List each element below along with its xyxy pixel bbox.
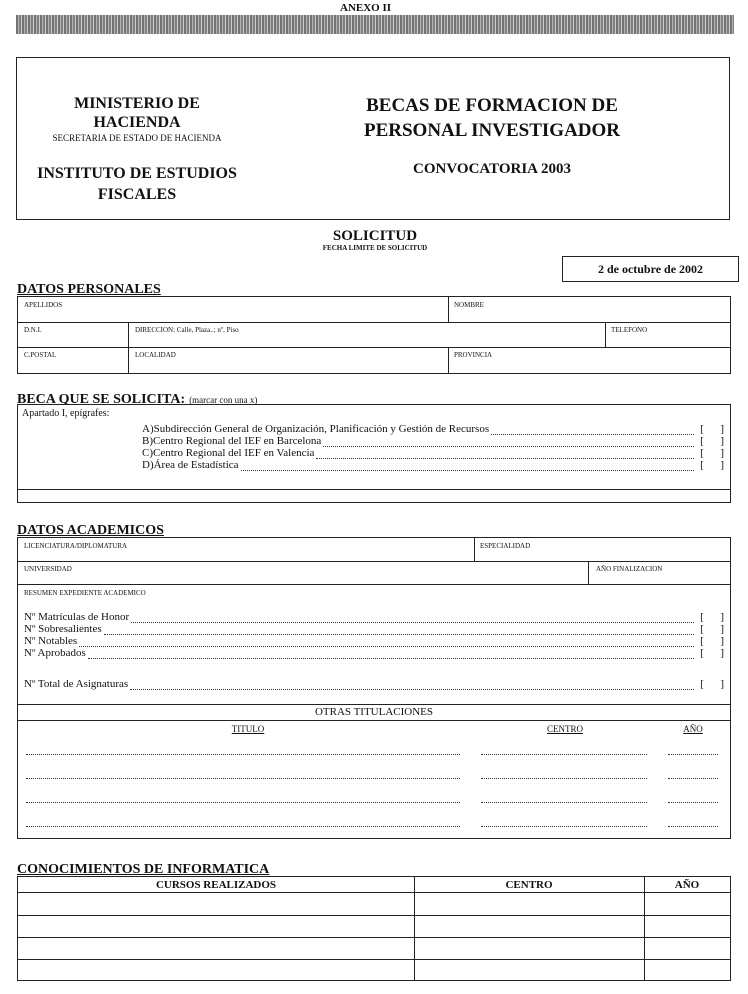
solicitud-title: SOLICITUD (332, 228, 418, 244)
deadline-label: FECHA LIMITE DE SOLICITUD (322, 244, 428, 252)
total-asignaturas-row[interactable] (24, 678, 724, 690)
count-bracket[interactable]: [ ] (700, 623, 724, 635)
anio-line[interactable] (668, 754, 718, 755)
count-bracket[interactable]: [ ] (700, 611, 724, 623)
otras-titulaciones-title: OTRAS TITULACIONES (314, 706, 434, 718)
total-label: Nº Total de Asignaturas (24, 678, 129, 690)
ministry-name (17, 94, 257, 132)
anio-line[interactable] (668, 826, 718, 827)
informatica-row[interactable] (18, 960, 730, 980)
academic-data-title: DATOS ACADEMICOS (17, 523, 164, 538)
total-row-wrap (24, 678, 724, 690)
especialidad-field[interactable]: ESPECIALIDAD (480, 542, 531, 550)
col-titulo: TITULO (231, 724, 265, 734)
licenciatura-field[interactable]: LICENCIATURA/DIPLOMATURA (24, 542, 128, 550)
anio-line[interactable] (668, 802, 718, 803)
option-label: A)Subdirección General de Organización, Planificación y Gestión de Recursos (142, 423, 490, 435)
beca-box (17, 404, 731, 503)
header-band (16, 15, 734, 34)
cpostal-field[interactable]: C.POSTAL (24, 351, 57, 359)
beca-option-c[interactable] (142, 447, 724, 459)
header-box (16, 57, 730, 220)
informatica-row[interactable] (18, 916, 730, 937)
expediente-row[interactable] (24, 623, 724, 635)
item-label: Nº Sobresalientes (24, 623, 102, 635)
personal-data-table (17, 296, 731, 374)
count-bracket[interactable]: [ ] (700, 678, 724, 690)
centro-line[interactable] (481, 754, 647, 755)
resumen-label: RESUMEN EXPEDIENTE ACADEMICO (24, 589, 146, 597)
personal-data-title: DATOS PERSONALES (17, 282, 161, 297)
provincia-field[interactable]: PROVINCIA (454, 351, 493, 359)
informatica-row[interactable] (18, 938, 730, 959)
checkbox-bracket[interactable]: [ ] (700, 447, 724, 459)
informatica-row[interactable] (18, 893, 730, 915)
academic-data-table (17, 537, 731, 839)
titulo-line[interactable] (26, 754, 460, 755)
titulo-line[interactable] (26, 778, 460, 779)
program-title-line-1: BECAS DE FORMACION DE (366, 95, 618, 116)
deadline-box (562, 256, 739, 282)
ministry-line-1: MINISTERIO DE (74, 95, 200, 112)
beca-title: BECA QUE SE SOLICITA: (17, 392, 186, 407)
beca-note: (marcar con una x) (189, 395, 258, 405)
telefono-field[interactable]: TELEFONO (611, 326, 648, 334)
localidad-field[interactable]: LOCALIDAD (135, 351, 176, 359)
beca-option-a[interactable] (142, 423, 724, 435)
anio-line[interactable] (668, 778, 718, 779)
col-centro: CENTRO (547, 724, 583, 734)
expediente-list (24, 611, 724, 659)
ministry-line-2: HACIENDA (93, 114, 181, 131)
secretaria: SECRETARIA DE ESTADO DE HACIENDA (52, 133, 222, 143)
beca-option-b[interactable] (142, 435, 724, 447)
count-bracket[interactable]: [ ] (700, 647, 724, 659)
beca-option-d[interactable] (142, 459, 724, 471)
checkbox-bracket[interactable]: [ ] (700, 423, 724, 435)
universidad-field[interactable]: UNIVERSIDAD (24, 565, 72, 573)
nombre-field[interactable]: NOMBRE (454, 301, 484, 309)
centro-line[interactable] (481, 802, 647, 803)
item-label: Nº Matrículas de Honor (24, 611, 130, 623)
item-label: Nº Aprobados (24, 647, 86, 659)
titulo-line[interactable] (26, 802, 460, 803)
instituto-line-2: FISCALES (97, 186, 177, 203)
option-label: C)Centro Regional del IEF en Valencia (142, 447, 315, 459)
item-label: Nº Notables (24, 635, 78, 647)
col-centro-inf: CENTRO (505, 879, 553, 891)
titulo-line[interactable] (26, 826, 460, 827)
expediente-row[interactable] (24, 635, 724, 647)
checkbox-bracket[interactable]: [ ] (700, 435, 724, 447)
centro-line[interactable] (481, 826, 647, 827)
convocatoria: CONVOCATORIA 2003 (413, 161, 571, 177)
checkbox-bracket[interactable]: [ ] (700, 459, 724, 471)
expediente-row[interactable] (24, 647, 724, 659)
informatica-title: CONOCIMIENTOS DE INFORMATICA (17, 862, 270, 877)
instituto-line-1: INSTITUTO DE ESTUDIOS (37, 165, 237, 182)
program-title-line-2: PERSONAL INVESTIGADOR (363, 120, 621, 141)
option-label: B)Centro Regional del IEF en Barcelona (142, 435, 322, 447)
informatica-table (17, 876, 731, 981)
apellidos-field[interactable]: APELLIDOS (24, 301, 63, 309)
instituto-name (17, 163, 257, 205)
count-bracket[interactable]: [ ] (700, 635, 724, 647)
col-cursos: CURSOS REALIZADOS (155, 879, 277, 891)
annex-label: ANEXO II (340, 2, 392, 14)
anio-finalizacion-field[interactable]: AÑO FINALIZACION (596, 565, 663, 573)
deadline-value: 2 de octubre de 2002 (597, 262, 704, 276)
apartado-label: Apartado I, epígrafes: (22, 408, 110, 419)
col-anio-inf: AÑO (674, 879, 700, 891)
centro-line[interactable] (481, 778, 647, 779)
beca-options (142, 423, 724, 471)
option-label: D)Área de Estadística (142, 459, 239, 471)
col-anio: AÑO (683, 724, 703, 734)
program-title (317, 93, 667, 143)
expediente-row[interactable] (24, 611, 724, 623)
dni-field[interactable]: D.N.I. (24, 326, 42, 334)
direccion-field[interactable]: DIRECCION: Calle, Plaza..; nº, Piso (135, 326, 239, 334)
